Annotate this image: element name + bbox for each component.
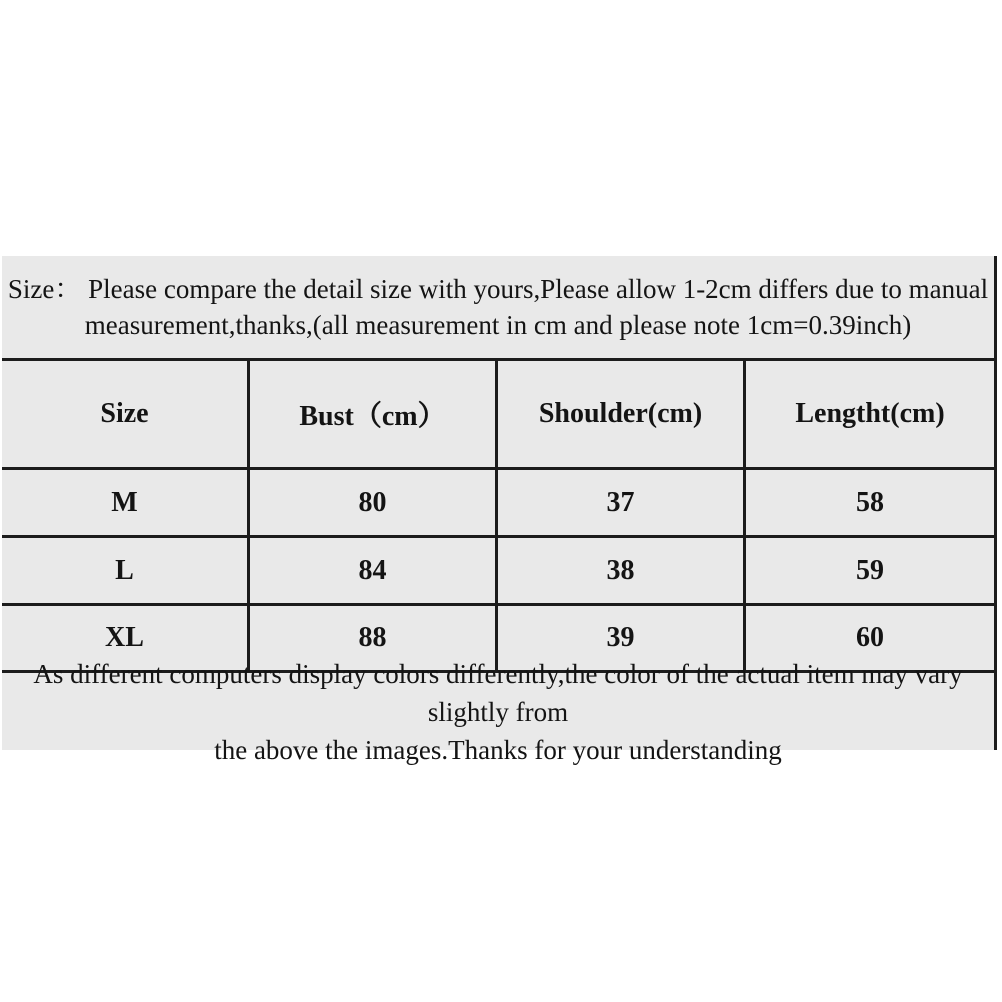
- cell-size: XL: [2, 606, 250, 670]
- cell-bust: 80: [250, 470, 498, 535]
- cell-bust: 88: [250, 606, 498, 670]
- header-bust: Bust（cm）: [250, 361, 498, 467]
- measurement-note: [2, 256, 994, 361]
- table-row-l: [2, 538, 994, 606]
- header-length: Lengtht(cm): [795, 398, 945, 429]
- cell-size: M: [2, 470, 250, 535]
- cell-length: 60: [856, 622, 884, 653]
- header-size: Size: [2, 361, 250, 467]
- size-table-header-row: [2, 361, 994, 470]
- color-disclaimer-line-1: As different computers display colors differently,the color of the actual item may vary slightly from: [33, 658, 963, 727]
- cell-shoulder: 38: [498, 538, 746, 603]
- header-shoulder: Shoulder(cm): [498, 361, 746, 467]
- cell-shoulder: 37: [498, 470, 746, 535]
- cell-length: 59: [856, 554, 884, 586]
- cell-shoulder: 39: [498, 606, 746, 670]
- color-disclaimer-note: [2, 658, 994, 765]
- cell-length: 58: [856, 486, 884, 518]
- cell-bust: 84: [250, 538, 498, 603]
- color-disclaimer-line-2: the above the images.Thanks for your understanding: [214, 734, 782, 765]
- size-chart-panel: [2, 256, 997, 765]
- table-row-m: [2, 470, 994, 538]
- cell-size: L: [2, 538, 250, 603]
- measurement-note-line-2: measurement,thanks,(all measurement in cm and please note 1cm=0.39inch): [84, 310, 912, 340]
- measurement-note-line-1: Size： Please compare the detail size with yours,Please allow 1-2cm differs due to manual: [7, 274, 989, 304]
